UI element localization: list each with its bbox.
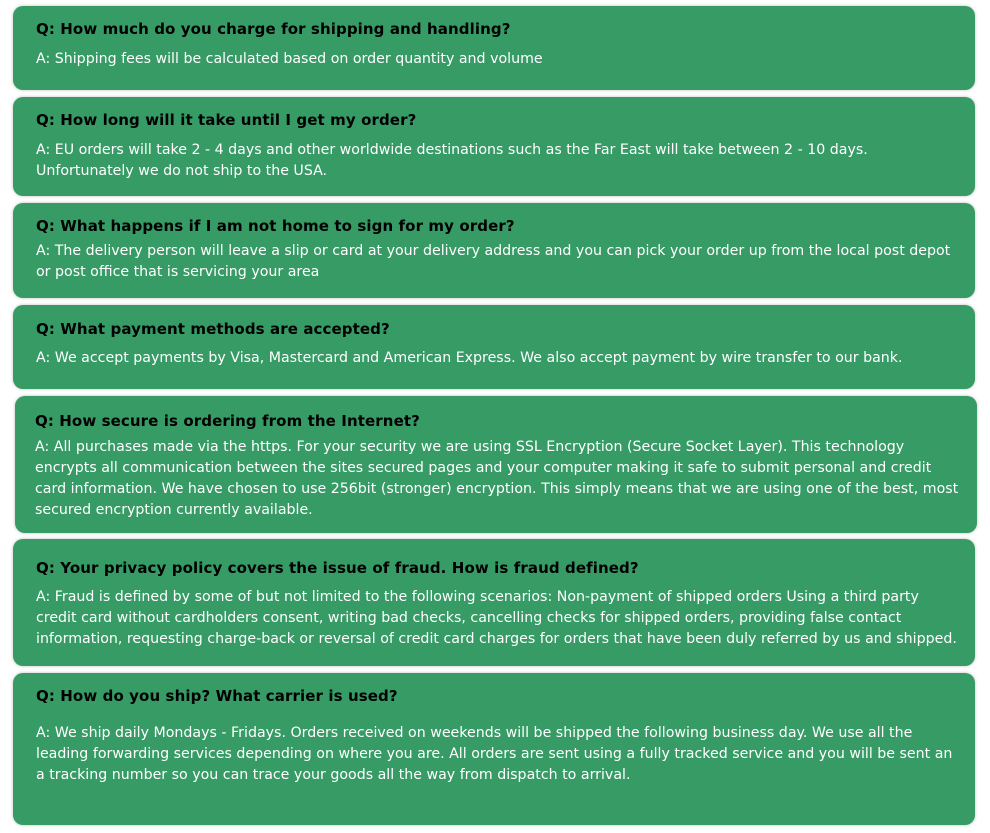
faq-answer: A: We ship daily Mondays - Fridays. Orders received on weekends will be shipped the following business day. We use all the leading forwarding services depending on where you are. All orders are sent using a fully tracked service and you will be sent an a tracking number so you can trace your goods all the way from dispatch to arrival. — [36, 725, 953, 783]
faq-question: Q: What happens if I am not home to sign for my order? — [36, 217, 515, 235]
faq-item-fraud — [13, 539, 975, 666]
faq-answer: A: Fraud is defined by some of but not limited to the following scenarios: Non-payment of shipped orders Using a third party credit card without cardholders consent, writing bad checks, cancelling checks for shipped orders, providing false contact information, requesting charge-back or reversal of credit card charges for orders that have been duly referred by us and shipped. — [36, 589, 957, 647]
faq-item-delivery-time — [13, 97, 975, 196]
faq-answer: A: The delivery person will leave a slip or card at your delivery address and you can pick your order up from the local post depot or post office that is servicing your area — [36, 243, 951, 280]
faq-item-not-home — [13, 203, 975, 298]
faq-question: Q: How do you ship? What carrier is used? — [36, 687, 398, 705]
faq-question: Q: How much do you charge for shipping and handling? — [36, 20, 511, 38]
faq-item-shipping-charge — [13, 6, 975, 90]
faq-question: Q: How secure is ordering from the Internet? — [35, 412, 420, 430]
faq-item-payment-methods — [13, 305, 975, 389]
faq-question: Q: How long will it take until I get my order? — [36, 111, 417, 129]
faq-question: Q: What payment methods are accepted? — [36, 320, 390, 338]
faq-answer: A: All purchases made via the https. For your security we are using SSL Encryption (Secure Socket Layer). This technology encrypts all communication between the sites secured pages and your computer making it safe to submit personal and credit card information. We have chosen to use 256bit (stronger) encryption. This simply means that we are using one of the best, most secured encryption currently available. — [35, 439, 959, 518]
faq-answer: A: Shipping fees will be calculated based on order quantity and volume — [36, 51, 543, 67]
faq-question: Q: Your privacy policy covers the issue of fraud. How is fraud defined? — [36, 559, 639, 577]
faq-item-carrier — [13, 673, 975, 825]
faq-item-security — [15, 396, 977, 533]
faq-answer: A: We accept payments by Visa, Mastercard and American Express. We also accept payment by wire transfer to our bank. — [36, 350, 903, 366]
faq-answer: A: EU orders will take 2 - 4 days and other worldwide destinations such as the Far East will take between 2 - 10 days. Unfortunately we do not ship to the USA. — [36, 142, 868, 179]
